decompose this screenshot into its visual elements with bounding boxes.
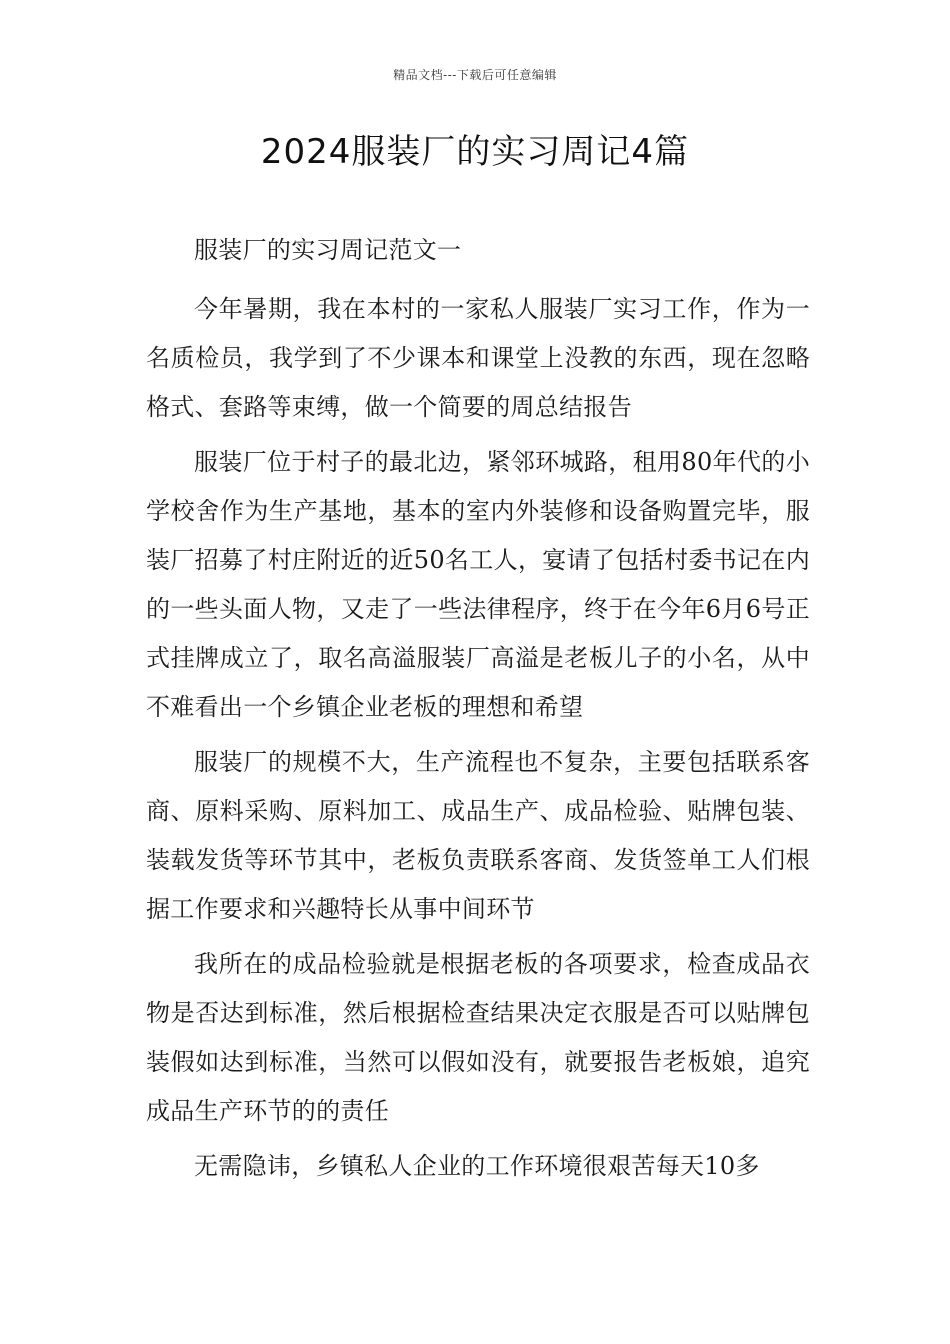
header-note: 精品文档---下载后可任意编辑: [393, 68, 557, 82]
paragraph-1: 今年暑期，我在本村的一家私人服装厂实习工作，作为一名质检员，我学到了不少课本和课堂上没教的东西，现在忽略格式、套路等束缚，做一个简要的周总结报告: [146, 295, 810, 421]
section-heading: 服装厂的实习周记范文一: [194, 236, 462, 264]
paragraph-3: 服装厂的规模不大，生产流程也不复杂，主要包括联系客商、原料采购、原料加工、成品生产、成品检验、贴牌包装、装载发货等环节其中，老板负责联系客商、发货签单工人们根据工作要求和兴趣特长从事中间环节: [146, 748, 810, 923]
paragraph-2: 服装厂位于村子的最北边，紧邻环城路，租用80年代的小学校舍作为生产基地，基本的室内外装修和设备购置完毕，服装厂招募了村庄附近的近50名工人，宴请了包括村委书记在内的一些头面人物，又走了一些法律程序，终于在今年6月6号正式挂牌成立了，取名高溢服装厂高溢是老板儿子的小名，从中不难看出一个乡镇企业老板的理想和希望: [146, 448, 810, 721]
paragraph-4: 我所在的成品检验就是根据老板的各项要求，检查成品衣物是否达到标准，然后根据检查结果决定衣服是否可以贴牌包装假如达到标准，当然可以假如没有，就要报告老板娘，追究成品生产环节的的责任: [146, 950, 810, 1125]
paragraph-5: 无需隐讳，乡镇私人企业的工作环境很艰苦每天10多: [194, 1152, 760, 1180]
document-title: 2024服装厂的实习周记4篇: [260, 132, 690, 172]
document-body: [146, 226, 810, 1197]
